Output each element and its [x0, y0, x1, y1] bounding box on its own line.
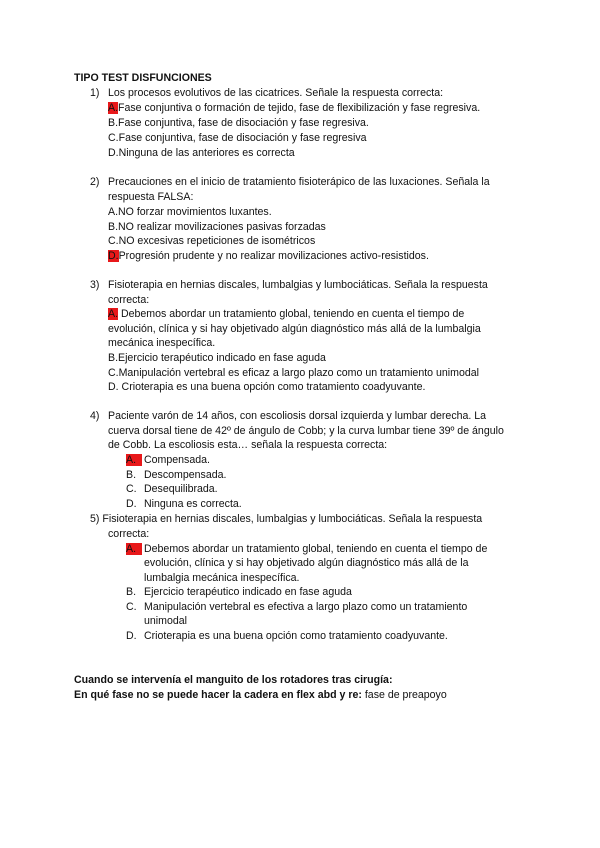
- option-c: [108, 131, 367, 146]
- option-text: Desequilibrada.: [144, 483, 218, 495]
- option-c-letter: C.: [126, 601, 137, 613]
- option-text-continued: mecánica inespecífica.: [108, 337, 216, 349]
- option-text: Crioterapia es una buena opción como tratamiento coadyuvante.: [118, 381, 426, 393]
- option-text: NO realizar movilizaciones pasivas forzadas: [118, 221, 326, 233]
- option-text-continued: evolución, clínica y si hay objetivado algún diagnóstico más allá de la lumbalgia: [108, 323, 481, 335]
- option-a-correct: [126, 542, 142, 557]
- question-stem-line: Fisioterapia en hernias discales, lumbalgias y lumbociáticas. Señala la respuesta: [108, 279, 488, 291]
- question-number: 3): [90, 279, 100, 291]
- question-stem-line: Paciente varón de 14 años, con escoliosis dorsal izquierda y lumbar derecha. La: [108, 410, 487, 422]
- question-number: 1): [90, 87, 100, 99]
- correct-highlight: D.: [108, 250, 119, 262]
- option-c: [126, 482, 218, 497]
- option-text: Fase conjuntiva, fase de disociación y fase regresiva.: [118, 117, 369, 129]
- option-text: Fase conjuntiva, fase de disociación y fase regresiva: [118, 132, 367, 144]
- option-text: Ejercicio terapéutico indicado en fase aguda: [144, 586, 352, 598]
- option-a-correct: [108, 101, 480, 116]
- option-letter: B.: [108, 352, 119, 364]
- option-text: NO forzar movimientos luxantes.: [118, 206, 272, 218]
- option-letter: C.: [126, 483, 137, 495]
- option-text: NO excesivas repeticiones de isométricos: [118, 235, 316, 247]
- option-text-continued: evolución, clínica y si hay objetivado algún diagnóstico más allá de la: [144, 557, 469, 569]
- option-c: [108, 234, 315, 249]
- option-text: Debemos abordar un tratamiento global, teniendo en cuenta el tiempo de: [120, 308, 465, 320]
- option-b: [108, 351, 326, 366]
- option-d: [126, 497, 242, 512]
- option-d: [108, 380, 425, 395]
- option-text: Debemos abordar un tratamiento global, teniendo en cuenta el tiempo de: [144, 543, 488, 555]
- option-letter: C.: [108, 367, 119, 379]
- option-c: [108, 366, 479, 381]
- option-letter: B.: [108, 117, 119, 129]
- option-letter: C.: [108, 132, 119, 144]
- option-a: [108, 205, 272, 220]
- note-question: En qué fase no se puede hacer la cadera en flex abd y re:: [74, 689, 362, 701]
- option-a-correct: [108, 307, 464, 322]
- option-letter: D.: [108, 381, 119, 393]
- option-text-continued: unimodal: [144, 615, 187, 627]
- option-letter: D.: [126, 498, 137, 510]
- note-answer: fase de preapoyo: [361, 689, 447, 701]
- correct-highlight: A.: [126, 454, 142, 466]
- option-b: [126, 468, 226, 483]
- option-text: Fase conjuntiva o formación de tejido, fase de flexibilización y fase regresiva.: [118, 102, 481, 114]
- option-b-letter: B.: [126, 586, 137, 598]
- question-number: 4): [90, 410, 100, 422]
- option-text: Compensada.: [144, 454, 210, 466]
- option-text: Ninguna de las anteriores es correcta: [118, 147, 295, 159]
- question-stem-line: respuesta FALSA:: [108, 191, 194, 203]
- note-line-2: [74, 688, 447, 703]
- option-b: [108, 116, 369, 131]
- question-stem: Los procesos evolutivos de las cicatrices. Señale la respuesta correcta:: [108, 87, 444, 99]
- question-stem-line: cuerva dorsal tiene de 42º de ángulo de Cobb; y la curva lumbar tiene 39º de ángulo: [108, 425, 504, 437]
- option-letter: D.: [108, 147, 119, 159]
- option-text: Manipulación vertebral es efectiva a largo plazo como un tratamiento: [144, 601, 468, 613]
- question-stem-line: correcta:: [108, 528, 150, 540]
- option-letter: B.: [126, 469, 137, 481]
- question-stem-line: correcta:: [108, 294, 150, 306]
- correct-highlight: A.: [108, 102, 119, 114]
- question-number: 2): [90, 176, 100, 188]
- option-text: Progresión prudente y no realizar movilizaciones activo-resistidos.: [118, 250, 429, 262]
- option-text: Manipulación vertebral es eficaz a largo plazo como un tratamiento unimodal: [118, 367, 479, 379]
- question-stem-line: de Cobb. La escoliosis esta… señala la respuesta correcta:: [108, 439, 388, 451]
- option-text: Ninguna es correcta.: [144, 498, 242, 510]
- document-title: TIPO TEST DISFUNCIONES: [74, 72, 212, 84]
- option-d: [108, 146, 295, 161]
- correct-highlight: A.: [108, 308, 119, 320]
- note-line-1: Cuando se intervenía el manguito de los rotadores tras cirugía:: [74, 674, 393, 686]
- option-letter: C.: [108, 235, 119, 247]
- option-letter: A.: [108, 206, 119, 218]
- option-a-correct: [126, 453, 210, 468]
- option-d-correct: [108, 249, 429, 264]
- option-text-continued: lumbalgia mecánica inespecífica.: [144, 572, 300, 584]
- correct-highlight: A.: [126, 543, 142, 555]
- option-letter: B.: [108, 221, 119, 233]
- option-text: Crioterapia es una buena opción como tratamiento coadyuvante.: [144, 630, 448, 642]
- option-text: Ejercicio terapéutico indicado en fase aguda: [118, 352, 326, 364]
- option-b: [108, 220, 326, 235]
- question-stem-line: 5) Fisioterapia en hernias discales, lumbalgias y lumbociáticas. Señala la respuesta: [90, 513, 483, 525]
- option-text: Descompensada.: [144, 469, 227, 481]
- question-stem-line: Precauciones en el inicio de tratamiento fisioterápico de las luxaciones. Señala la: [108, 176, 490, 188]
- option-d-letter: D.: [126, 630, 137, 642]
